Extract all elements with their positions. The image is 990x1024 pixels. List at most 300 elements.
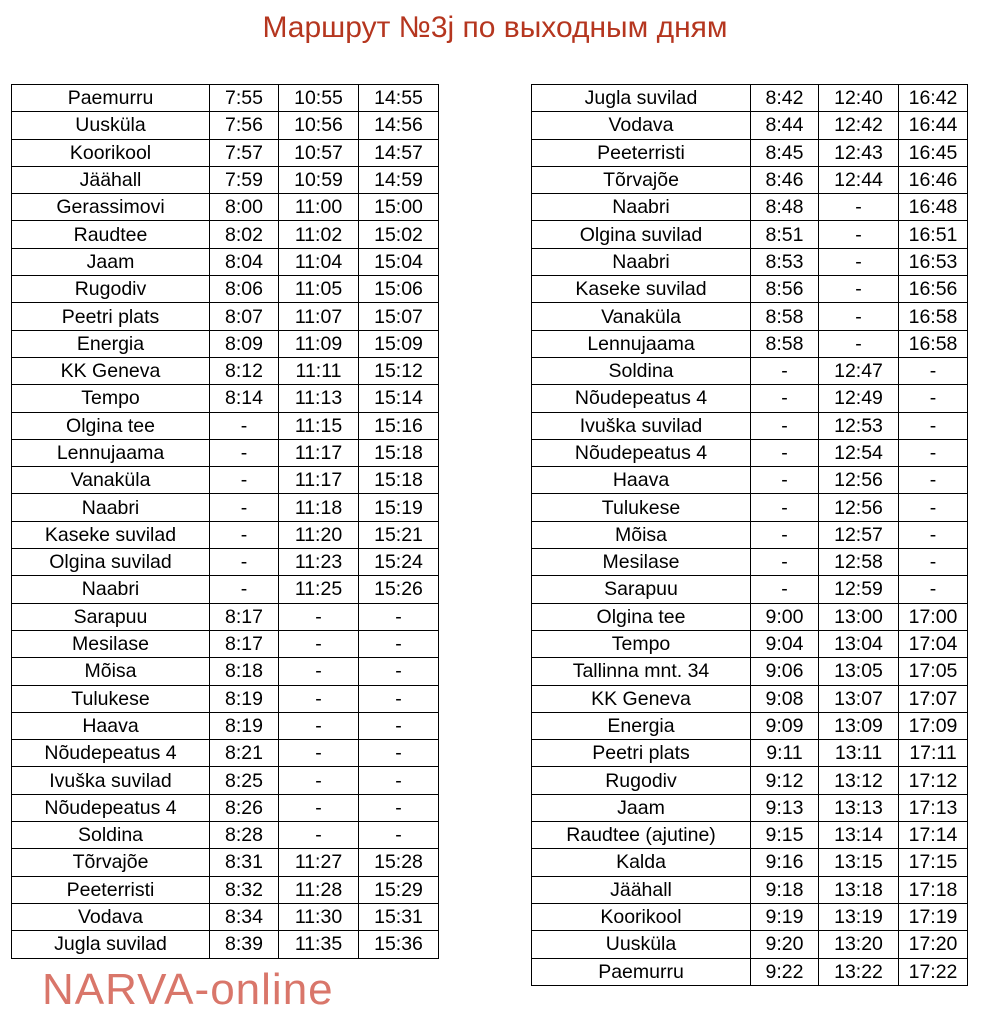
departure-time-cell: 13:13: [819, 794, 899, 821]
departure-time-cell: -: [210, 467, 279, 494]
departure-time-cell: 9:11: [751, 740, 819, 767]
table-row: [532, 357, 968, 384]
departure-time-cell: 11:28: [279, 876, 359, 903]
departure-time-cell: 13:11: [819, 740, 899, 767]
departure-time-cell: 11:04: [279, 248, 359, 275]
departure-time-cell: -: [279, 658, 359, 685]
table-row: [12, 658, 439, 685]
departure-time-cell: 16:42: [899, 85, 968, 112]
departure-time-cell: 8:58: [751, 330, 819, 357]
departure-time-cell: 15:24: [359, 549, 439, 576]
departure-time-cell: 13:07: [819, 685, 899, 712]
stop-name-cell: Tempo: [532, 630, 751, 657]
stop-name-cell: KK Geneva: [12, 357, 210, 384]
departure-time-cell: -: [899, 357, 968, 384]
departure-time-cell: 15:09: [359, 330, 439, 357]
logo-part-narva: NARVA: [42, 965, 195, 1014]
table-row: [12, 221, 439, 248]
table-row: [532, 767, 968, 794]
departure-time-cell: 9:00: [751, 603, 819, 630]
stop-name-cell: Vanaküla: [12, 467, 210, 494]
stop-name-cell: Vodava: [12, 903, 210, 930]
departure-time-cell: 12:56: [819, 467, 899, 494]
departure-time-cell: 15:06: [359, 276, 439, 303]
stop-name-cell: Jäähall: [532, 876, 751, 903]
stop-name-cell: Uusküla: [532, 931, 751, 958]
table-row: [532, 248, 968, 275]
table-row: [12, 385, 439, 412]
stop-name-cell: Ivuška suvilad: [532, 412, 751, 439]
departure-time-cell: 7:55: [210, 85, 279, 112]
table-row: [532, 221, 968, 248]
departure-time-cell: 12:57: [819, 521, 899, 548]
table-row: [532, 467, 968, 494]
departure-time-cell: -: [899, 494, 968, 521]
departure-time-cell: -: [899, 549, 968, 576]
schedule-table-left: [11, 84, 439, 959]
departure-time-cell: 11:09: [279, 330, 359, 357]
departure-time-cell: 15:04: [359, 248, 439, 275]
departure-time-cell: 14:56: [359, 112, 439, 139]
departure-time-cell: -: [819, 330, 899, 357]
departure-time-cell: 15:02: [359, 221, 439, 248]
table-row: [532, 549, 968, 576]
departure-time-cell: -: [210, 412, 279, 439]
stop-name-cell: Vanaküla: [532, 303, 751, 330]
departure-time-cell: 8:25: [210, 767, 279, 794]
stop-name-cell: Jäähall: [12, 166, 210, 193]
departure-time-cell: 11:00: [279, 194, 359, 221]
departure-time-cell: -: [359, 603, 439, 630]
departure-time-cell: 11:20: [279, 521, 359, 548]
departure-time-cell: 17:11: [899, 740, 968, 767]
stop-name-cell: Tallinna mnt. 34: [532, 658, 751, 685]
table-row: [12, 248, 439, 275]
departure-time-cell: -: [899, 439, 968, 466]
table-row: [12, 303, 439, 330]
departure-time-cell: 7:57: [210, 139, 279, 166]
table-row: [532, 931, 968, 958]
departure-time-cell: -: [279, 603, 359, 630]
departure-time-cell: -: [819, 276, 899, 303]
stop-name-cell: Kaseke suvilad: [12, 521, 210, 548]
departure-time-cell: 11:35: [279, 931, 359, 958]
table-row: [12, 194, 439, 221]
departure-time-cell: 11:05: [279, 276, 359, 303]
table-row: [532, 849, 968, 876]
stop-name-cell: Nõudepeatus 4: [12, 740, 210, 767]
departure-time-cell: -: [359, 740, 439, 767]
departure-time-cell: 17:14: [899, 822, 968, 849]
departure-time-cell: 10:56: [279, 112, 359, 139]
departure-time-cell: -: [751, 412, 819, 439]
stop-name-cell: Kalda: [532, 849, 751, 876]
departure-time-cell: 8:51: [751, 221, 819, 248]
stop-name-cell: Energia: [12, 330, 210, 357]
table-row: [532, 330, 968, 357]
departure-time-cell: -: [899, 467, 968, 494]
departure-time-cell: 15:29: [359, 876, 439, 903]
stop-name-cell: Naabri: [12, 576, 210, 603]
stop-name-cell: Raudtee (ajutine): [532, 822, 751, 849]
stop-name-cell: Tulukese: [12, 685, 210, 712]
departure-time-cell: 8:39: [210, 931, 279, 958]
stop-name-cell: Naabri: [12, 494, 210, 521]
table-row: [532, 876, 968, 903]
departure-time-cell: 13:12: [819, 767, 899, 794]
departure-time-cell: 15:21: [359, 521, 439, 548]
departure-time-cell: 11:27: [279, 849, 359, 876]
departure-time-cell: 8:02: [210, 221, 279, 248]
departure-time-cell: -: [819, 221, 899, 248]
table-row: [12, 521, 439, 548]
table-row: [532, 603, 968, 630]
departure-time-cell: 8:32: [210, 876, 279, 903]
table-row: [12, 822, 439, 849]
stop-name-cell: Soldina: [532, 357, 751, 384]
departure-time-cell: 16:58: [899, 303, 968, 330]
departure-time-cell: 9:12: [751, 767, 819, 794]
page-title: Маршрут №3j по выходным дням: [262, 11, 728, 44]
departure-time-cell: -: [359, 685, 439, 712]
departure-time-cell: -: [751, 385, 819, 412]
departure-time-cell: 16:48: [899, 194, 968, 221]
narva-online-logo: [42, 962, 334, 1018]
departure-time-cell: 11:18: [279, 494, 359, 521]
departure-time-cell: 12:43: [819, 139, 899, 166]
table-row: [532, 139, 968, 166]
logo-part-online: online: [210, 965, 334, 1014]
logo-dash: -: [194, 965, 211, 1014]
departure-time-cell: -: [751, 439, 819, 466]
departure-time-cell: 17:20: [899, 931, 968, 958]
departure-time-cell: -: [751, 467, 819, 494]
stop-name-cell: Uusküla: [12, 112, 210, 139]
table-row: [12, 794, 439, 821]
departure-time-cell: -: [359, 822, 439, 849]
departure-time-cell: 7:56: [210, 112, 279, 139]
departure-time-cell: 11:07: [279, 303, 359, 330]
departure-time-cell: 16:51: [899, 221, 968, 248]
table-row: [532, 903, 968, 930]
departure-time-cell: 8:58: [751, 303, 819, 330]
stop-name-cell: Rugodiv: [12, 276, 210, 303]
table-row: [532, 794, 968, 821]
departure-time-cell: -: [279, 712, 359, 739]
departure-time-cell: 8:28: [210, 822, 279, 849]
table-row: [532, 685, 968, 712]
departure-time-cell: 13:14: [819, 822, 899, 849]
departure-time-cell: 17:15: [899, 849, 968, 876]
stop-name-cell: Mesilase: [532, 549, 751, 576]
departure-time-cell: 8:09: [210, 330, 279, 357]
departure-time-cell: 11:25: [279, 576, 359, 603]
stop-name-cell: Paemurru: [532, 958, 751, 985]
table-row: [12, 849, 439, 876]
table-row: [532, 740, 968, 767]
departure-time-cell: -: [359, 712, 439, 739]
table-row: [532, 276, 968, 303]
departure-time-cell: 16:56: [899, 276, 968, 303]
departure-time-cell: 15:12: [359, 357, 439, 384]
departure-time-cell: 9:04: [751, 630, 819, 657]
departure-time-cell: 17:05: [899, 658, 968, 685]
departure-time-cell: 15:16: [359, 412, 439, 439]
stop-name-cell: Olgina tee: [532, 603, 751, 630]
departure-time-cell: 17:04: [899, 630, 968, 657]
departure-time-cell: -: [899, 521, 968, 548]
departure-time-cell: 8:17: [210, 603, 279, 630]
departure-time-cell: 11:02: [279, 221, 359, 248]
departure-time-cell: 17:22: [899, 958, 968, 985]
departure-time-cell: -: [359, 658, 439, 685]
stop-name-cell: Jugla suvilad: [12, 931, 210, 958]
departure-time-cell: 17:18: [899, 876, 968, 903]
departure-time-cell: 11:17: [279, 467, 359, 494]
stop-name-cell: Naabri: [532, 248, 751, 275]
table-row: [12, 276, 439, 303]
stop-name-cell: Koorikool: [532, 903, 751, 930]
table-row: [12, 903, 439, 930]
departure-time-cell: 11:17: [279, 439, 359, 466]
departure-time-cell: 8:06: [210, 276, 279, 303]
table-row: [12, 712, 439, 739]
table-row: [12, 876, 439, 903]
departure-time-cell: -: [279, 630, 359, 657]
stop-name-cell: Rugodiv: [532, 767, 751, 794]
table-row: [12, 494, 439, 521]
departure-time-cell: 9:09: [751, 712, 819, 739]
departure-time-cell: 17:19: [899, 903, 968, 930]
departure-time-cell: -: [359, 630, 439, 657]
departure-time-cell: 8:42: [751, 85, 819, 112]
table-row: [12, 467, 439, 494]
departure-time-cell: 16:58: [899, 330, 968, 357]
departure-time-cell: 8:56: [751, 276, 819, 303]
stop-name-cell: KK Geneva: [532, 685, 751, 712]
departure-time-cell: 8:07: [210, 303, 279, 330]
departure-time-cell: 13:00: [819, 603, 899, 630]
stop-name-cell: Tõrvajõe: [12, 849, 210, 876]
stop-name-cell: Haava: [12, 712, 210, 739]
departure-time-cell: 15:18: [359, 439, 439, 466]
departure-time-cell: -: [279, 822, 359, 849]
departure-time-cell: 15:36: [359, 931, 439, 958]
departure-time-cell: -: [899, 412, 968, 439]
departure-time-cell: 13:04: [819, 630, 899, 657]
departure-time-cell: 14:59: [359, 166, 439, 193]
departure-time-cell: 13:15: [819, 849, 899, 876]
departure-time-cell: 13:19: [819, 903, 899, 930]
departure-time-cell: 13:18: [819, 876, 899, 903]
table-row: [12, 139, 439, 166]
departure-time-cell: -: [279, 794, 359, 821]
table-row: [12, 603, 439, 630]
schedule-table-right: [531, 84, 968, 986]
table-row: [532, 958, 968, 985]
departure-time-cell: 9:20: [751, 931, 819, 958]
departure-time-cell: 8:17: [210, 630, 279, 657]
departure-time-cell: 13:22: [819, 958, 899, 985]
departure-time-cell: -: [279, 685, 359, 712]
departure-time-cell: 12:53: [819, 412, 899, 439]
table-row: [532, 439, 968, 466]
table-row: [532, 112, 968, 139]
departure-time-cell: 15:26: [359, 576, 439, 603]
table-row: [532, 822, 968, 849]
departure-time-cell: 14:57: [359, 139, 439, 166]
departure-time-cell: 12:58: [819, 549, 899, 576]
departure-time-cell: 15:00: [359, 194, 439, 221]
table-row: [532, 412, 968, 439]
departure-time-cell: 8:21: [210, 740, 279, 767]
departure-time-cell: 9:18: [751, 876, 819, 903]
departure-time-cell: 9:13: [751, 794, 819, 821]
stop-name-cell: Sarapuu: [12, 603, 210, 630]
departure-time-cell: 17:00: [899, 603, 968, 630]
stop-name-cell: Tulukese: [532, 494, 751, 521]
departure-time-cell: 8:48: [751, 194, 819, 221]
departure-time-cell: -: [819, 248, 899, 275]
departure-time-cell: 15:28: [359, 849, 439, 876]
stop-name-cell: Nõudepeatus 4: [12, 794, 210, 821]
stop-name-cell: Vodava: [532, 112, 751, 139]
departure-time-cell: 12:40: [819, 85, 899, 112]
departure-time-cell: -: [751, 357, 819, 384]
stop-name-cell: Lennujaama: [532, 330, 751, 357]
stop-name-cell: Kaseke suvilad: [532, 276, 751, 303]
table-row: [532, 166, 968, 193]
departure-time-cell: -: [899, 385, 968, 412]
stop-name-cell: Mesilase: [12, 630, 210, 657]
table-row: [12, 357, 439, 384]
departure-time-cell: 9:15: [751, 822, 819, 849]
departure-time-cell: 17:12: [899, 767, 968, 794]
departure-time-cell: 8:44: [751, 112, 819, 139]
departure-time-cell: -: [279, 767, 359, 794]
table-row: [532, 658, 968, 685]
departure-time-cell: 8:26: [210, 794, 279, 821]
departure-time-cell: 11:11: [279, 357, 359, 384]
departure-time-cell: 16:53: [899, 248, 968, 275]
departure-time-cell: 12:49: [819, 385, 899, 412]
stop-name-cell: Peeterristi: [12, 876, 210, 903]
departure-time-cell: 10:59: [279, 166, 359, 193]
stop-name-cell: Peetri plats: [532, 740, 751, 767]
stop-name-cell: Peetri plats: [12, 303, 210, 330]
departure-time-cell: -: [751, 576, 819, 603]
stop-name-cell: Gerassimovi: [12, 194, 210, 221]
departure-time-cell: 9:06: [751, 658, 819, 685]
stop-name-cell: Olgina suvilad: [532, 221, 751, 248]
departure-time-cell: -: [359, 767, 439, 794]
departure-time-cell: 15:14: [359, 385, 439, 412]
table-row: [532, 630, 968, 657]
departure-time-cell: 8:12: [210, 357, 279, 384]
departure-time-cell: 8:04: [210, 248, 279, 275]
departure-time-cell: 8:46: [751, 166, 819, 193]
departure-time-cell: 8:19: [210, 712, 279, 739]
table-row: [532, 576, 968, 603]
stop-name-cell: Peeterristi: [532, 139, 751, 166]
departure-time-cell: 13:20: [819, 931, 899, 958]
stop-name-cell: Nõudepeatus 4: [532, 385, 751, 412]
departure-time-cell: 11:15: [279, 412, 359, 439]
departure-time-cell: 8:00: [210, 194, 279, 221]
departure-time-cell: 8:31: [210, 849, 279, 876]
stop-name-cell: Olgina suvilad: [12, 549, 210, 576]
table-row: [12, 576, 439, 603]
departure-time-cell: -: [210, 576, 279, 603]
departure-time-cell: -: [751, 521, 819, 548]
departure-time-cell: 9:22: [751, 958, 819, 985]
stop-name-cell: Nõudepeatus 4: [532, 439, 751, 466]
departure-time-cell: 8:14: [210, 385, 279, 412]
departure-time-cell: -: [751, 494, 819, 521]
stop-name-cell: Mõisa: [12, 658, 210, 685]
stop-name-cell: Naabri: [532, 194, 751, 221]
departure-time-cell: -: [899, 576, 968, 603]
table-row: [532, 385, 968, 412]
departure-time-cell: 12:42: [819, 112, 899, 139]
departure-time-cell: 7:59: [210, 166, 279, 193]
stop-name-cell: Koorikool: [12, 139, 210, 166]
stop-name-cell: Lennujaama: [12, 439, 210, 466]
table-row: [12, 439, 439, 466]
table-row: [12, 630, 439, 657]
departure-time-cell: 9:19: [751, 903, 819, 930]
table-row: [532, 494, 968, 521]
table-row: [532, 194, 968, 221]
departure-time-cell: -: [210, 439, 279, 466]
stop-name-cell: Energia: [532, 712, 751, 739]
departure-time-cell: -: [210, 521, 279, 548]
stop-name-cell: Jaam: [12, 248, 210, 275]
departure-time-cell: 8:19: [210, 685, 279, 712]
departure-time-cell: 9:08: [751, 685, 819, 712]
departure-time-cell: -: [819, 194, 899, 221]
departure-time-cell: 15:18: [359, 467, 439, 494]
table-row: [12, 112, 439, 139]
departure-time-cell: -: [210, 494, 279, 521]
departure-time-cell: 8:53: [751, 248, 819, 275]
departure-time-cell: -: [751, 549, 819, 576]
departure-time-cell: 8:18: [210, 658, 279, 685]
departure-time-cell: 11:13: [279, 385, 359, 412]
departure-time-cell: 17:07: [899, 685, 968, 712]
stop-name-cell: Soldina: [12, 822, 210, 849]
stop-name-cell: Mõisa: [532, 521, 751, 548]
table-row: [12, 767, 439, 794]
departure-time-cell: 16:44: [899, 112, 968, 139]
departure-time-cell: 10:57: [279, 139, 359, 166]
departure-time-cell: 12:56: [819, 494, 899, 521]
table-row: [532, 712, 968, 739]
table-row: [12, 740, 439, 767]
departure-time-cell: 15:07: [359, 303, 439, 330]
departure-time-cell: 12:44: [819, 166, 899, 193]
table-row: [12, 685, 439, 712]
departure-time-cell: 16:46: [899, 166, 968, 193]
departure-time-cell: 17:13: [899, 794, 968, 821]
stop-name-cell: Haava: [532, 467, 751, 494]
departure-time-cell: -: [279, 740, 359, 767]
departure-time-cell: 16:45: [899, 139, 968, 166]
departure-time-cell: 11:23: [279, 549, 359, 576]
departure-time-cell: 8:45: [751, 139, 819, 166]
departure-time-cell: 13:09: [819, 712, 899, 739]
stop-name-cell: Tõrvajõe: [532, 166, 751, 193]
